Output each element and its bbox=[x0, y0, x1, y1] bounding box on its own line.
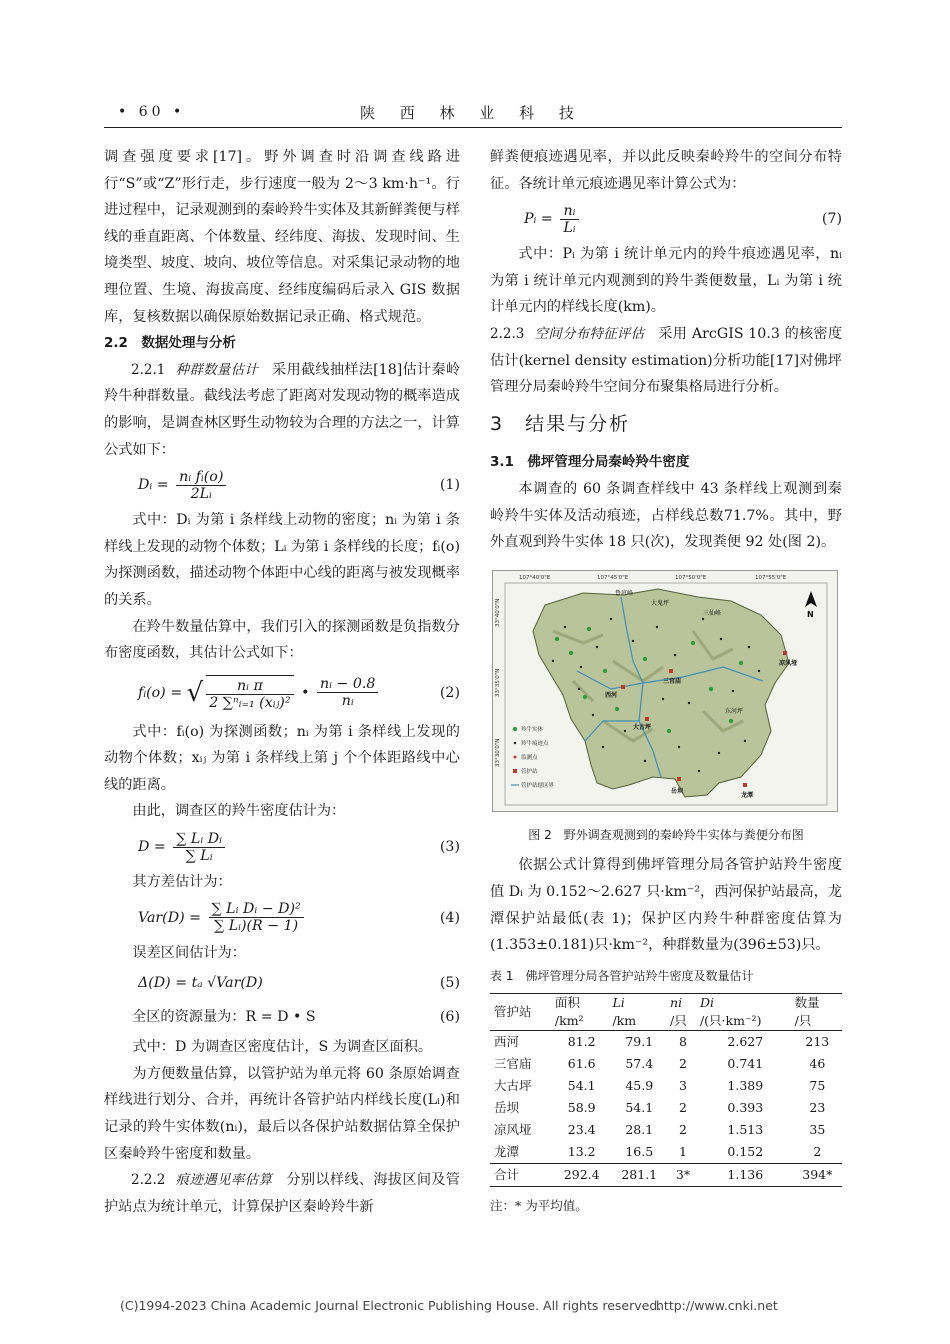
place-label: 鲁班峰 bbox=[615, 589, 634, 597]
place-label: 岳坝 bbox=[671, 787, 684, 795]
section-3-heading: 3 结果与分析 bbox=[490, 412, 631, 435]
sqrt-symbol: √ bbox=[186, 677, 204, 708]
cnki-link[interactable]: http://www.cnki.net bbox=[656, 1298, 778, 1313]
formula-5 bbox=[104, 966, 460, 1000]
subsection-text: 采用截线抽样法[18]估计秦岭羚牛种群数量。截线法考虑了距离对发现动物的概率造成的影响，是调查林区野生动物较为合理的方法之一，计算公式如下： bbox=[104, 361, 461, 458]
svg-text:管护站: 管护站 bbox=[521, 768, 538, 775]
formula-6 bbox=[104, 1000, 460, 1034]
subsection-2-2-2 bbox=[104, 1167, 460, 1220]
equation-number: (7) bbox=[821, 211, 842, 228]
equation-number: (2) bbox=[439, 684, 460, 701]
right-column bbox=[490, 144, 842, 1220]
subsection-2-2-1 bbox=[104, 357, 460, 463]
paragraph-survey-intensity: 调查强度要求[17]。野外调查时沿调查线路进行“S”或“Z”形行走，步行速度一般为 2～3 km·h⁻¹。行进过程中，记录观测到的秦岭羚牛实体及其新鲜粪便与样线的垂直距离、个体数量、经纬度、海拔、发现时间、生境类型、坡度、坡向、坡位等信息。对采集记录动物的地理位置、生境、海拔高度、经纬度编码后录入 GIS 数据库，复核数据以确保原始数据记录正确、格式规范。 bbox=[104, 149, 460, 325]
equation-number: (5) bbox=[439, 975, 460, 992]
table-row: 三官庙 61.6 57.4 2 0.741 46 bbox=[494, 1056, 826, 1072]
place-label: 三官庙 bbox=[663, 677, 682, 685]
denominator: 2 ∑ⁿᵢ₌₁ (xᵢⱼ)² bbox=[209, 694, 291, 711]
fraction bbox=[176, 469, 226, 502]
formula-lhs: Pᵢ = bbox=[524, 211, 553, 228]
subsection-number: 2.2.1 bbox=[131, 361, 166, 378]
page-footer bbox=[120, 1298, 778, 1313]
table-note: 注：* 为平均值。 bbox=[490, 1198, 588, 1214]
coord-label: 107°40'0"E bbox=[519, 574, 551, 581]
denominator: ∑ Lᵢ bbox=[185, 847, 213, 864]
fraction bbox=[173, 831, 225, 864]
place-label: 大鬼坪 bbox=[651, 599, 670, 607]
section-2-2-heading: 2.2 数据处理与分析 bbox=[104, 335, 236, 352]
formula-7 bbox=[490, 197, 842, 241]
subsection-text: 分别以样线、海拔区间及管护站点为统计单元，计算保护区秦岭羚牛新 bbox=[104, 1172, 460, 1215]
formula-lhs: Var(D) = bbox=[138, 909, 202, 926]
subsection-title: 空间分布特征评估 bbox=[534, 325, 645, 342]
column-header: 管护站 bbox=[490, 994, 553, 1031]
denominator: nᵢ bbox=[341, 693, 354, 710]
multiply-dot: • bbox=[301, 684, 310, 701]
numerator: nᵢ π bbox=[206, 678, 293, 695]
subsection-title: 痕迹遇见率估算 bbox=[175, 1172, 273, 1189]
subsection-number: 2.2.3 bbox=[490, 325, 525, 342]
svg-text:N: N bbox=[807, 609, 814, 619]
fraction bbox=[206, 675, 293, 711]
paragraph-results: 本调查的 60 条调查样线中 43 条样线上观测到秦岭羚牛实体及活动痕迹，占样线总数71.7%。其中，野外直观到羚牛实体 18 只(次)，发现粪便 92 处(图 2)。 bbox=[490, 480, 842, 551]
place-label: 龙潭 bbox=[741, 791, 754, 799]
paragraph-density: 由此，调查区的羚牛密度估计为： bbox=[132, 803, 346, 820]
subsection-text: 采用 ArcGIS 10.3 的核密度估计(kernel density estimation)分析功能[17]对佛坪管理分局秦岭羚牛空间分布聚集格局进行分析。 bbox=[490, 325, 843, 396]
coord-label: 107°45'0"E bbox=[597, 574, 629, 581]
equation-number: (3) bbox=[439, 839, 460, 856]
formula-body: Δ(D) = tₐ √Var(D) bbox=[138, 975, 263, 992]
place-label: 三仙峰 bbox=[703, 609, 722, 617]
paragraph-formula-1-explanation: 式中：Dᵢ 为第 i 条样线上动物的密度；nᵢ 为第 i 条样线上发现的动物个体数；Lᵢ 为第 i 条样线的长度；fᵢ(o) 为探测函数，描述动物个体距中心线的距离与被发现概率的关系。 bbox=[104, 512, 460, 608]
denominator: 2Lᵢ bbox=[190, 485, 212, 502]
left-column bbox=[104, 144, 460, 1220]
coord-label: 33°40'0"N bbox=[495, 598, 501, 627]
formula-lhs: Dᵢ = bbox=[138, 477, 169, 494]
place-label: 西河 bbox=[605, 691, 618, 699]
numerator: ∑ Lᵢ Dᵢ − D)² bbox=[209, 901, 304, 918]
paragraph-trace-rate: 鲜粪便痕迹遇见率，并以此反映秦岭羚牛的空间分布特征。各统计单元痕迹遇见率计算公式为： bbox=[490, 149, 842, 192]
fraction bbox=[209, 901, 304, 934]
map-svg bbox=[493, 571, 837, 811]
column-header: 数量 /只 bbox=[793, 994, 842, 1031]
formula-lhs: D = bbox=[138, 839, 166, 856]
paragraph-formula-2-explanation: 式中：fᵢ(o) 为探测函数；nᵢ 为第 i 条样线上发现的动物个体数；xᵢⱼ 为第 i 条样线上第 j 个个体距路线中心线的距离。 bbox=[104, 723, 460, 793]
coord-label: 107°50'0"E bbox=[675, 574, 707, 581]
table-header-row bbox=[490, 994, 842, 1031]
column-header: ni /只 bbox=[668, 994, 698, 1031]
copyright-notice: (C)1994-2023 China Academic Journal Electronic Publishing House. All rights reserved. bbox=[120, 1298, 662, 1313]
formula-4 bbox=[104, 896, 460, 940]
place-label: 大古坪 bbox=[633, 723, 652, 731]
numerator: nᵢ bbox=[560, 203, 578, 220]
density-table bbox=[490, 993, 842, 1187]
equation-number: (6) bbox=[439, 1009, 460, 1026]
denominator: Lᵢ bbox=[563, 219, 576, 236]
place-label: 东河坪 bbox=[725, 707, 744, 715]
svg-text:羚牛实体: 羚牛实体 bbox=[521, 726, 544, 733]
svg-text:监测点: 监测点 bbox=[521, 754, 538, 761]
table-row: 凉风垭 23.4 28.1 2 1.513 35 bbox=[494, 1122, 826, 1138]
formula-1 bbox=[104, 463, 460, 507]
paragraph-formula-7-explanation: 式中：Pᵢ 为第 i 统计单元内的羚牛痕迹遇见率，nᵢ 为第 i 统计单元内观测到的羚牛粪便数量，Lᵢ 为第 i 统计单元内的样线长度(km)。 bbox=[490, 246, 842, 316]
distribution-map bbox=[492, 570, 838, 812]
fraction bbox=[317, 676, 378, 709]
equation-number: (4) bbox=[439, 909, 460, 926]
header-rule bbox=[104, 127, 842, 128]
subsection-number: 2.2.2 bbox=[131, 1172, 166, 1189]
section-3-1-heading: 3.1 佛坪管理分局秦岭羚牛密度 bbox=[490, 454, 690, 471]
formula-2 bbox=[104, 667, 460, 719]
svg-text:管护站辖区界: 管护站辖区界 bbox=[521, 782, 555, 789]
formula-3 bbox=[104, 825, 460, 869]
table-row: 大古坪 54.1 45.9 3 1.389 75 bbox=[494, 1078, 826, 1094]
map-legend bbox=[509, 721, 565, 801]
paragraph-density-results: 依据公式计算得到佛坪管理分局各管护站羚牛密度值 Dᵢ 为 0.152～2.627 只·km⁻²，西河保护站最高，龙潭保护站最低(表 1)；保护区内羚牛种群密度估算为(1.353±0.181)只·km⁻²，种群数量为(396±53)只。 bbox=[490, 857, 842, 954]
numerator: nᵢ − 0.8 bbox=[317, 676, 378, 693]
column-header: 面积 /km² bbox=[553, 994, 611, 1031]
formula-body: 全区的资源量为：R = D • S bbox=[132, 1009, 316, 1026]
paragraph-station-units: 为方便数量估算，以管护站为单元将 60 条原始调查样线进行划分、合并，再统计各管护站内样线长度(Lᵢ)和记录的羚牛实体数(nᵢ)，最后以各保护站数据估算全保护区秦岭羚牛密度和数量。 bbox=[104, 1065, 460, 1162]
paragraph-error-interval: 误差区间估计为： bbox=[132, 944, 246, 961]
paragraph-detection-function: 在羚牛数量估算中，我们引入的探测函数是负指数分布密度函数，其估计公式如下： bbox=[104, 618, 460, 662]
journal-title: 陕 西 林 业 科 技 bbox=[360, 104, 584, 122]
paragraph-variance: 其方差估计为： bbox=[132, 874, 232, 891]
equation-number: (1) bbox=[439, 477, 460, 494]
subsection-2-2-3 bbox=[490, 321, 842, 401]
figure-2-caption: 图 2 野外调查观测到的秦岭羚牛实体与粪便分布图 bbox=[528, 827, 804, 842]
column-header: Di /(只·km⁻²) bbox=[698, 994, 793, 1031]
subsection-title: 种群数量估计 bbox=[175, 361, 259, 378]
svg-text:羚牛痕迹点: 羚牛痕迹点 bbox=[521, 740, 549, 747]
coord-label: 107°55'0"E bbox=[755, 574, 787, 581]
formula-lhs: fᵢ(o) = bbox=[138, 684, 183, 701]
table-row: 龙潭 13.2 16.5 1 0.152 2 bbox=[494, 1144, 822, 1160]
paragraph-formula-6-explanation: 式中：D 为调查区密度估计，S 为调查区面积。 bbox=[132, 1039, 433, 1056]
table-1-title: 表 1 佛坪管理分局各管护站羚牛密度及数量估计 bbox=[490, 968, 754, 983]
page-number: • 60 • bbox=[118, 104, 186, 120]
numerator: ∑ Lᵢ Dᵢ bbox=[173, 831, 225, 848]
numerator: nᵢ fᵢ(o) bbox=[176, 469, 226, 486]
coord-label: 33°30'0"N bbox=[495, 738, 501, 767]
place-label: 凉风垭 bbox=[779, 659, 798, 667]
coord-label: 33°35'0"N bbox=[495, 668, 501, 697]
column-header: Li /km bbox=[610, 994, 668, 1031]
table-row: 岳坝 58.9 54.1 2 0.393 23 bbox=[494, 1100, 826, 1116]
denominator: ∑ Lᵢ)(R − 1) bbox=[214, 918, 299, 935]
table-row: 西河 81.2 79.1 8 2.627 213 bbox=[494, 1034, 830, 1050]
fraction bbox=[560, 203, 578, 236]
table-total-row: 合计 292.4 281.1 3* 1.136 394* bbox=[490, 1164, 842, 1187]
